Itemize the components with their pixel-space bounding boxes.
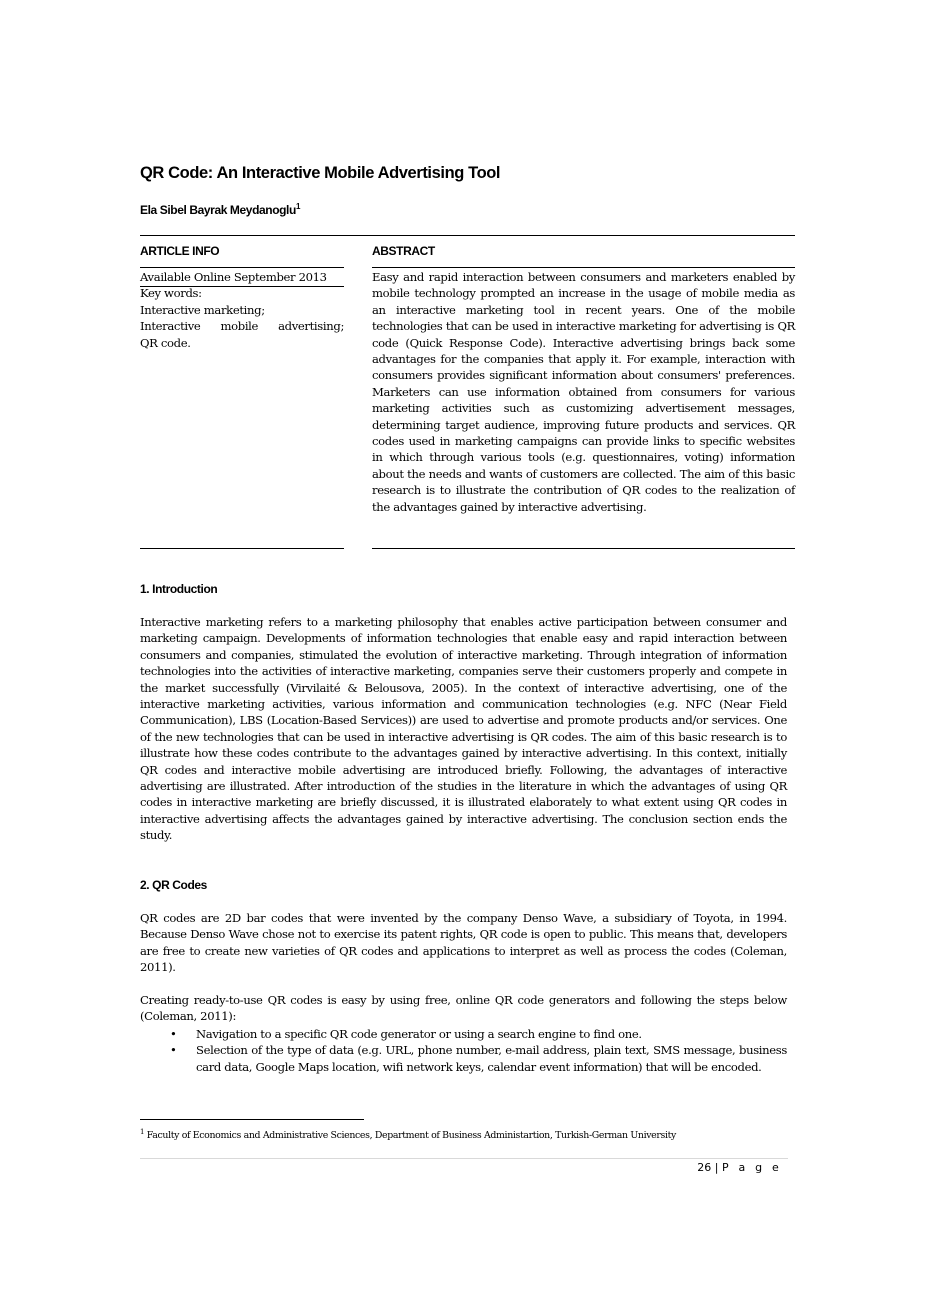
footnote-divider — [140, 1119, 364, 1120]
author-name — [140, 202, 300, 217]
abstract-heading: ABSTRACT — [372, 244, 435, 258]
article-info-bottom-divider — [140, 548, 344, 549]
list-item-text: Navigation to a specific QR code generator or using a search engine to find one. — [196, 1027, 642, 1041]
paper-title: QR Code: An Interactive Mobile Advertising Tool — [140, 164, 501, 182]
section-heading-introduction: 1. Introduction — [140, 582, 218, 596]
abstract-divider — [372, 267, 795, 268]
abstract-text: Easy and rapid interaction between consumers and marketers enabled by mobile technology prompted an increase in the usage of mobile media as an interactive marketing tool in recent years. One of the mobile technologies that can be used in interactive marketing for advertising is QR code (Quick Response Code). Interactive advertising brings back some advantages for the companies that apply it. For example, interaction with consumers provides significant information about consumers' preferences. Marketers can use information obtained from consumers for various marketing activities such as customizing advertisement messages, determining target audience, improving future products and services. QR codes used in marketing campaigns can provide links to specific websites in which through various tools (e.g. questionnaires, voting) information about the needs and wants of customers are collected. The aim of this basic research is to illustrate the contribution of QR codes to the realization of the advantages gained by interactive advertising. — [372, 270, 795, 514]
page-separator: | — [714, 1161, 719, 1174]
keyword: Interactive mobile advertising; — [140, 319, 344, 334]
keywords-label: Key words: — [140, 286, 202, 301]
author-text: Ela Sibel Bayrak Meydanoglu — [140, 203, 296, 217]
available-online: Available Online September 2013 — [140, 270, 327, 284]
footer-divider — [140, 1158, 788, 1159]
list-item-text: Selection of the type of data (e.g. URL, phone number, e-mail address, plain text, SMS message, business card data, Google Maps location, wifi network keys, calendar event information) that will be encoded. — [196, 1043, 787, 1074]
abstract-bottom-divider — [372, 548, 795, 549]
footnote — [140, 1128, 676, 1141]
section-heading-qr-codes: 2. QR Codes — [140, 878, 207, 892]
footnote-mark: 1 — [140, 1128, 145, 1136]
bullet-icon: • — [170, 1043, 177, 1058]
article-info-divider — [140, 267, 344, 268]
introduction-paragraph: Interactive marketing refers to a marketing philosophy that enables active participation between consumer and marketing campaign. Developments of information technologies that enable easy and rapid interaction between consumers and companies, stimulated the evolution of interactive marketing. Through integration of information technologies into the activities of interactive marketing, companies serve their customers properly and compete in the market successfully (Virvilaité & Belousova, 2005). In the context of interactive advertising, one of the interactive marketing activities, various information and communication technologies (e.g. NFC (Near Field Communication), LBS (Location-Based Services)) are used to advertise and promote products and/or services. One of the new technologies that can be used in interactive advertising is QR codes. The aim of this basic research is to illustrate how these codes contribute to the advantages gained by interactive advertising. In this context, initially QR codes and interactive mobile advertising are introduced briefly. Following, the advantages of interactive advertising are illustrated. After introduction of the studies in the literature in which the advantages of using QR codes in interactive marketing are briefly discussed, it is illustrated elaborately to what extent using QR codes in interactive advertising affects the advantages gained by interactive advertising. The conclusion section ends the study. — [140, 615, 787, 843]
author-footnote-mark: 1 — [295, 202, 300, 211]
qr-codes-paragraph: Creating ready-to-use QR codes is easy by using free, online QR code generators and following the steps below (Coleman, 2011): — [140, 993, 787, 1024]
article-info-heading: ARTICLE INFO — [140, 244, 220, 258]
qr-steps-list — [140, 1026, 787, 1075]
page-label: P a g e — [721, 1161, 782, 1174]
page-number — [660, 1161, 782, 1174]
list-item — [140, 1042, 787, 1075]
header-divider — [140, 235, 795, 236]
page-number-value: 26 — [697, 1161, 712, 1174]
keyword: QR code. — [140, 335, 191, 350]
keyword: Interactive marketing; — [140, 302, 265, 317]
article-info-block — [140, 269, 344, 351]
qr-codes-paragraph: QR codes are 2D bar codes that were invented by the company Denso Wave, a subsidiary of Toyota, in 1994. Because Denso Wave chose not to exercise its patent rights, QR code is open to public. This means that, developers are free to create new varieties of QR codes and applications to interpret as well as process the codes (Coleman, 2011). — [140, 911, 787, 975]
footnote-text: Faculty of Economics and Administrative Sciences, Department of Business Administartion, Turkish-German University — [146, 1130, 676, 1142]
bullet-icon: • — [170, 1027, 177, 1041]
list-item — [140, 1026, 787, 1042]
